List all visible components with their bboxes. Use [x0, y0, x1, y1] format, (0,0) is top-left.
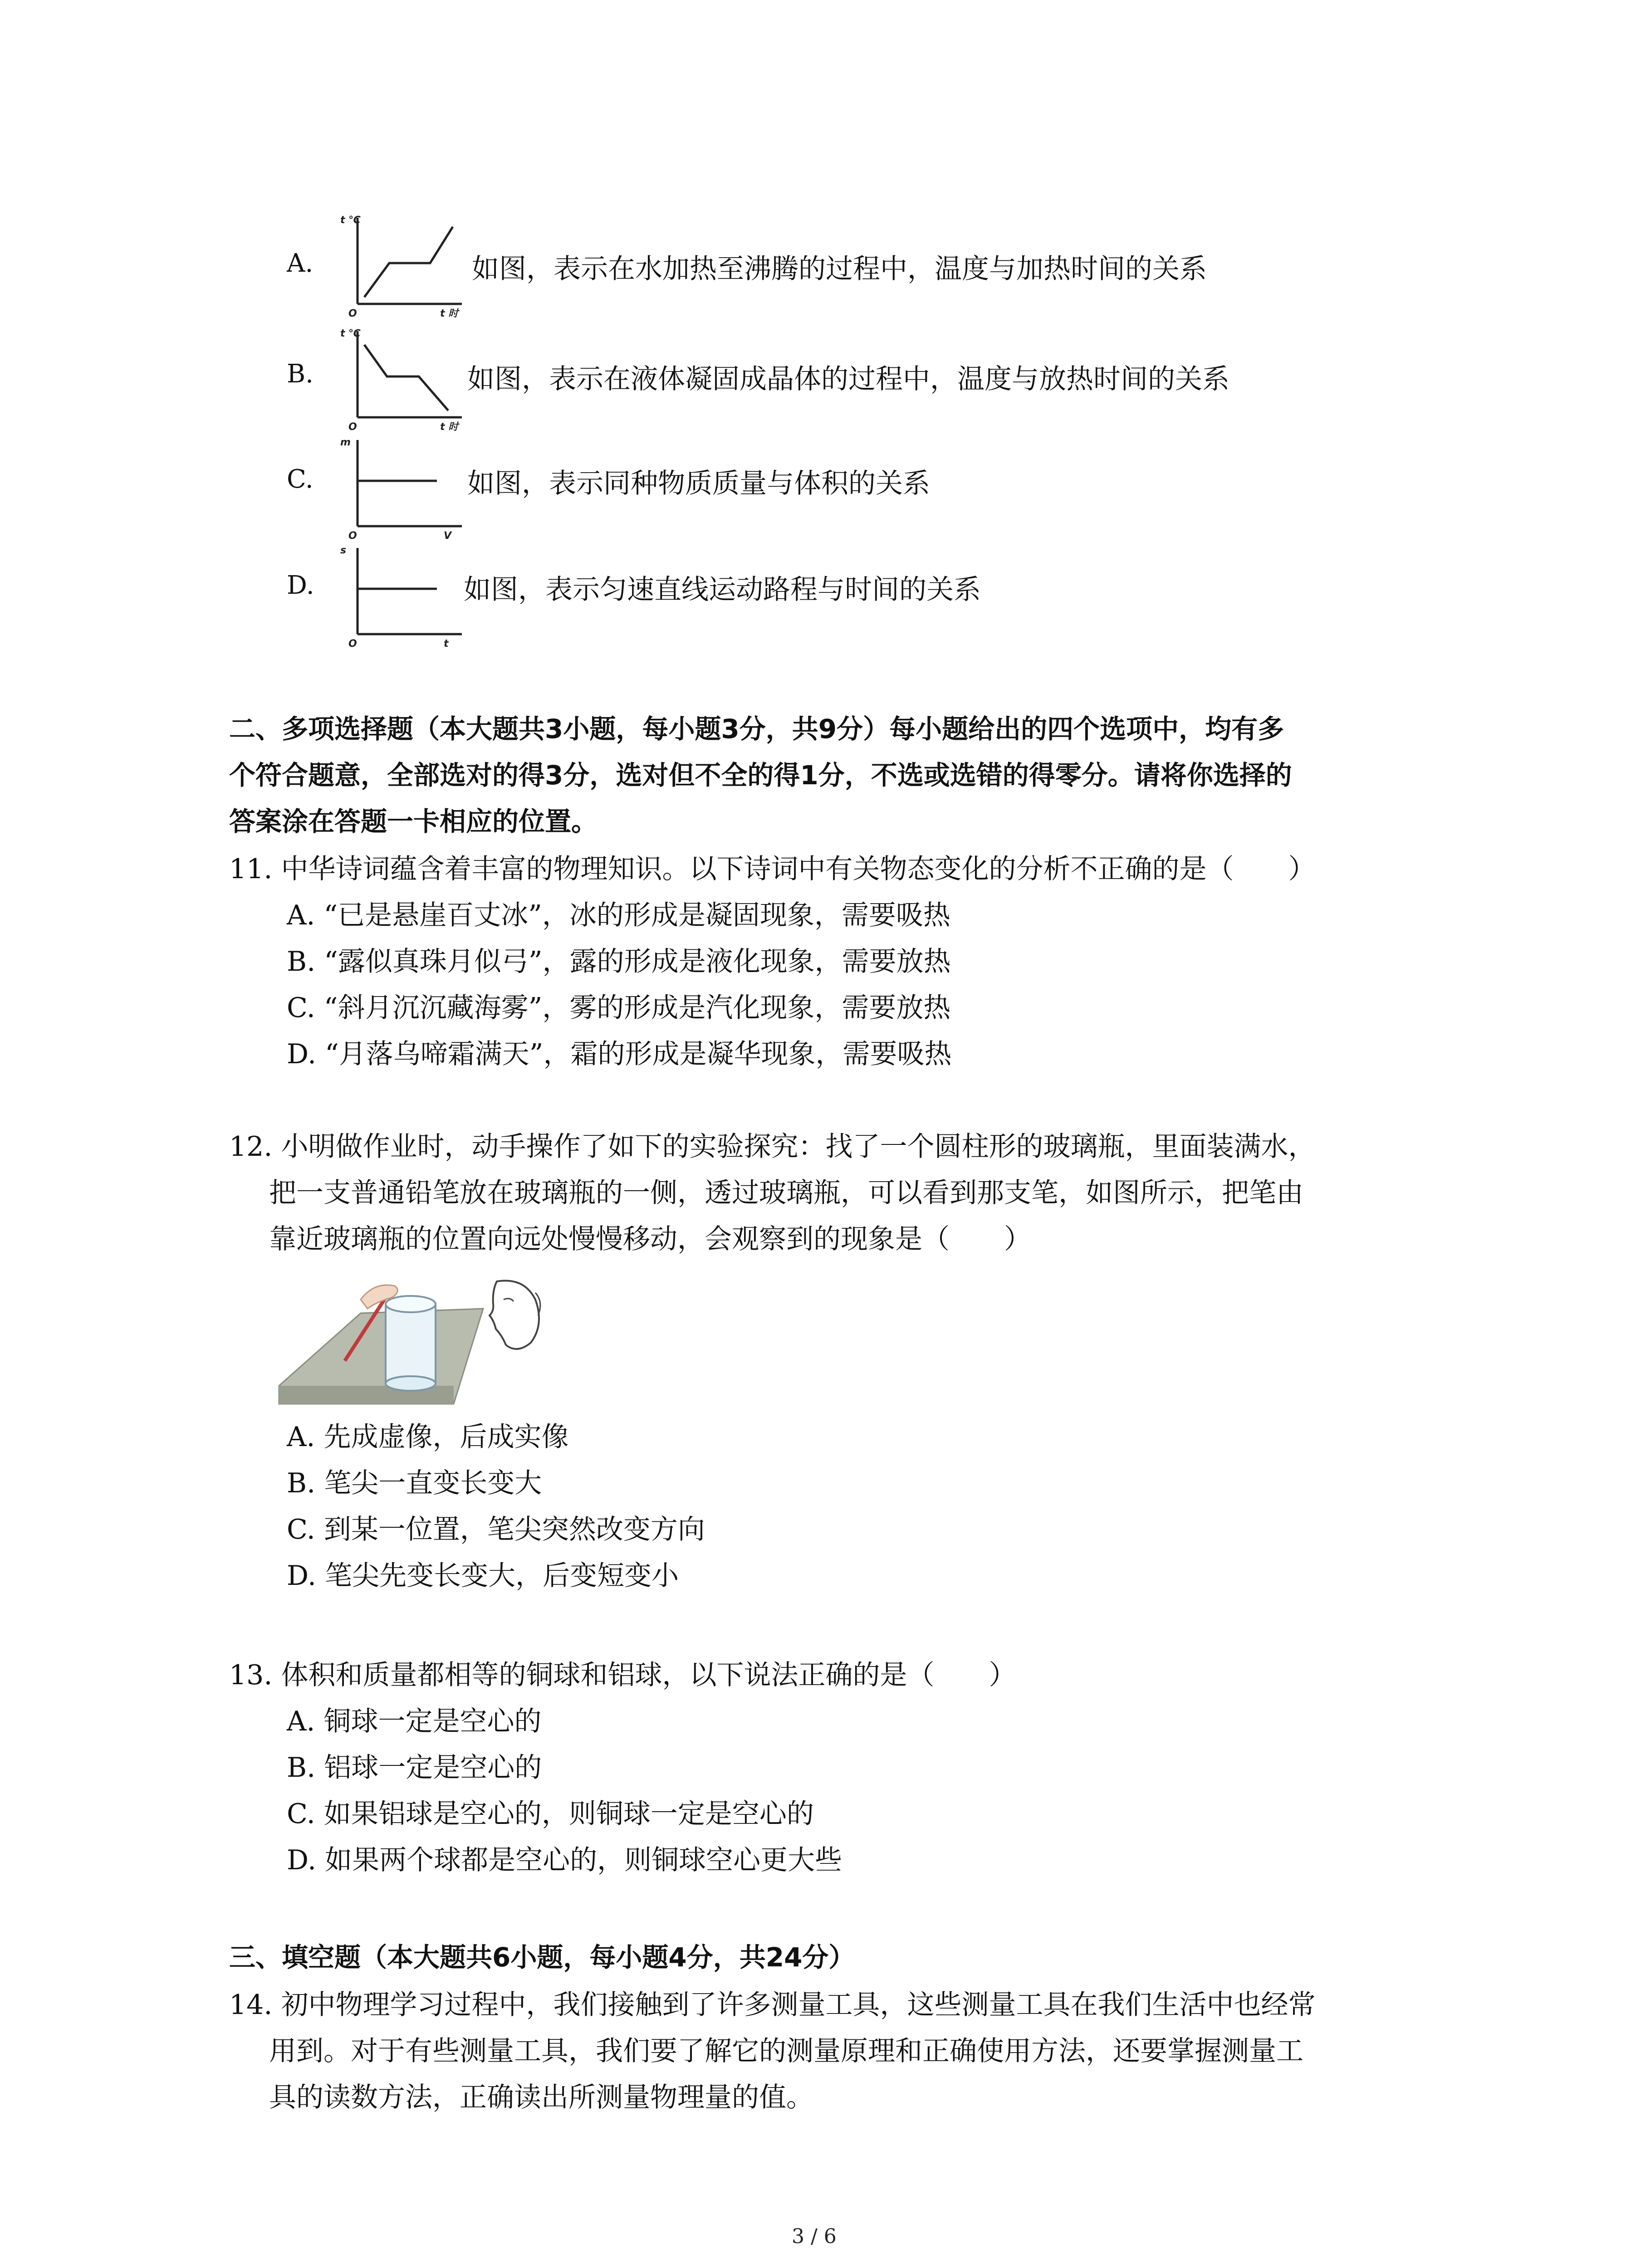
q14-stem-line-2: 用到。对于有些测量工具，我们要了解它的测量原理和正确使用方法，还要掌握测量工 [269, 2035, 1303, 2067]
graph-mass-volume [339, 435, 466, 540]
q11-option-b: B. “露似真珠月似弓”，露的形成是液化现象，需要放热 [287, 946, 951, 978]
graph-d-origin: O [348, 638, 357, 650]
option-text-b: 如图，表示在液体凝固成晶体的过程中，温度与放热时间的关系 [467, 363, 1230, 395]
graph-c-origin: O [348, 530, 357, 542]
q13-option-a: A. 铜球一定是空心的 [287, 1706, 542, 1737]
q14-stem-line-3: 具的读数方法，正确读出所测量物理量的值。 [269, 2082, 813, 2113]
q13-stem: 13. 体积和质量都相等的铜球和铝球，以下说法正确的是（ ） [229, 1659, 1016, 1691]
q11-option-c: C. “斜月沉沉藏海雾”，雾的形成是汽化现象，需要放热 [287, 992, 951, 1024]
q13-option-c: C. 如果铝球是空心的，则铜球一定是空心的 [287, 1798, 814, 1830]
graph-a-y-label: t ℃ [340, 215, 361, 226]
option-text-a: 如图，表示在水加热至沸腾的过程中，温度与加热时间的关系 [472, 253, 1207, 285]
q13-option-d: D. 如果两个球都是空心的，则铜球空心更大些 [287, 1844, 843, 1876]
graph-a-x-label: t 时 [440, 308, 459, 319]
pencil-glass-bottle-illustration [274, 1272, 565, 1408]
q12-option-d: D. 笔尖先变长变大，后变短变小 [287, 1560, 679, 1592]
page-number: 3 / 6 [792, 2225, 837, 2248]
q11-stem: 11. 中华诗词蕴含着丰富的物理知识。以下诗词中有关物态变化的分析不正确的是（ ） [229, 853, 1316, 885]
option-text-c: 如图，表示同种物质质量与体积的关系 [467, 468, 930, 499]
q14-stem-line-1: 14. 初中物理学习过程中，我们接触到了许多测量工具，这些测量工具在我们生活中也经常 [229, 1989, 1316, 2021]
section3-title: 三、填空题（本大题共6小题，每小题4分，共24分） [229, 1942, 855, 1973]
graph-b-y-label: t ℃ [340, 328, 361, 339]
q12-stem-line-3: 靠近玻璃瓶的位置向远处慢慢移动，会观察到的现象是（ ） [269, 1223, 1031, 1255]
q12-stem-line-1: 12. 小明做作业时，动手操作了如下的实验探究：找了一个圆柱形的玻璃瓶，里面装满水， [229, 1131, 1316, 1163]
q12-option-a: A. 先成虚像，后成实像 [287, 1421, 569, 1453]
graph-a-origin: O [348, 308, 357, 319]
graph-d-y-label: s [340, 545, 347, 556]
graph-c-y-label: m [340, 437, 351, 448]
option-text-d: 如图，表示匀速直线运动路程与时间的关系 [464, 574, 981, 606]
q11-option-d: D. “月落乌啼霜满天”，霜的形成是凝华现象，需要吸热 [287, 1038, 952, 1070]
q11-option-a: A. “已是悬崖百丈冰”，冰的形成是凝固现象，需要吸热 [287, 899, 950, 931]
graph-d-x-label: t [444, 638, 449, 650]
graph-liquid-freezing [339, 327, 466, 431]
q12-option-b: B. 笔尖一直变长变大 [287, 1467, 542, 1499]
q12-stem-line-2: 把一支普通铅笔放在玻璃瓶的一侧，透过玻璃瓶，可以看到那支笔，如图所示，把笔由 [269, 1177, 1303, 1209]
q12-option-c: C. 到某一位置，笔尖突然改变方向 [287, 1514, 705, 1545]
section2-line-3: 答案涂在答题一卡相应的位置。 [229, 806, 598, 837]
option-letter-d: D. [287, 571, 314, 600]
section2-line-1: 二、多项选择题（本大题共3小题，每小题3分，共9分）每小题给出的四个选项中，均有多 [229, 714, 1284, 744]
option-letter-b: B. [287, 359, 314, 389]
graph-distance-time [339, 543, 466, 648]
graph-c-x-label: V [444, 530, 452, 542]
graph-b-origin: O [348, 421, 357, 433]
option-letter-c: C. [287, 464, 314, 494]
q13-option-b: B. 铝球一定是空心的 [287, 1752, 542, 1784]
graph-b-x-label: t 时 [440, 421, 459, 433]
graph-water-heating [339, 213, 466, 318]
option-letter-a: A. [287, 249, 314, 278]
section2-line-2: 个符合题意，全部选对的得3分，选对但不全的得1分，不选或选错的得零分。请将你选择的 [229, 760, 1292, 791]
